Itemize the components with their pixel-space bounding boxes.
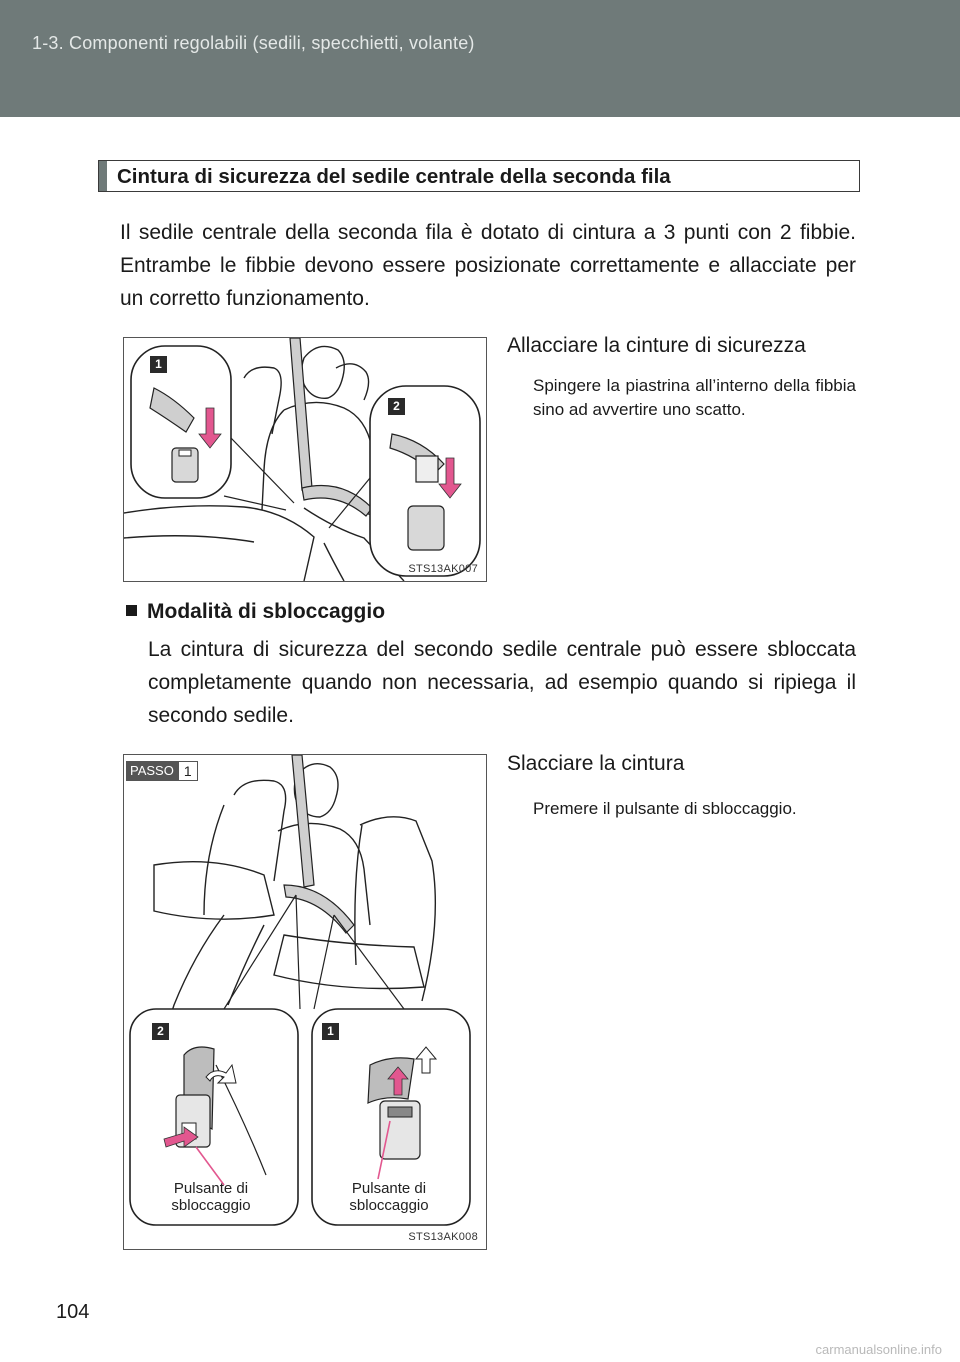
release-illustration [124,755,486,1249]
release-heading: Slacciare la cintura [507,752,685,775]
watermark: carmanualsonline.info [815,1342,942,1357]
figure-code: STS13AK007 [408,563,478,575]
fasten-heading: Allacciare la cinture di sicurezza [507,334,806,357]
step-label: PASSO [126,761,178,781]
release-button-label-left: Pulsante di sbloccaggio [171,1180,251,1214]
figure-code: STS13AK008 [408,1231,478,1243]
figure-release [123,754,487,1250]
section-title-bar [99,161,107,191]
section-title: Cintura di sicurezza del sedile centrale della seconda fila [117,165,671,188]
step-number: 1 [178,761,198,781]
mode-heading [126,600,385,624]
fasten-text: Spingere la piastrina all’interno della fibbia sino ad avvertire uno scatto. [533,376,856,419]
fasten-illustration [124,338,486,581]
page-header [0,0,960,117]
step-badge [126,761,198,781]
badge-1: 1 [150,356,167,373]
release-button-label-right: Pulsante di sbloccaggio [349,1180,429,1214]
mode-paragraph: La cintura di sicurezza del secondo sedile centrale può essere sbloccata completamente quando non necessaria, ad esempio quando si ripiega il secondo sedile. [148,638,856,727]
badge-1: 1 [322,1023,339,1040]
intro-paragraph: Il sedile centrale della seconda fila è dotato di cintura a 3 punti con 2 fibbie. Entrambe le fibbie devono essere posizionate correttamente e allacciate per un corretto funzionamento. [120,221,856,310]
page-number: 104 [56,1301,90,1323]
figure-fasten [123,337,487,582]
square-bullet-icon [126,605,137,616]
badge-2: 2 [152,1023,169,1040]
mode-heading-text: Modalità di sbloccaggio [147,600,386,623]
badge-2: 2 [388,398,405,415]
section-title-box [98,160,860,192]
breadcrumb: 1-3. Componenti regolabili (sedili, specchietti, volante) [32,33,475,53]
release-text: Premere il pulsante di sbloccaggio. [533,799,797,818]
